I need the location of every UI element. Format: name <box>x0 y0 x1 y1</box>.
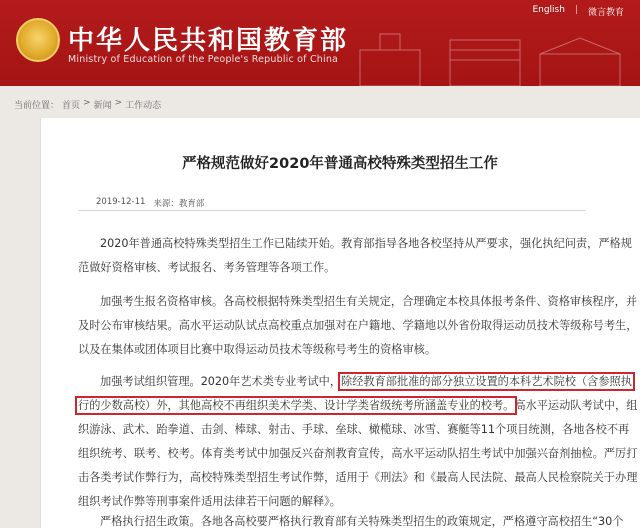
article-meta <box>96 197 204 209</box>
article-title: 严格规范做好2020年普通高校特殊类型招生工作 <box>182 156 498 172</box>
site-header <box>0 0 640 86</box>
paragraph-line: 范做好资格审核、考试报名、考务管理等各项工作。 <box>78 261 336 274</box>
paragraph-line: 严格执行招生政策。各地各高校要严格执行教育部有关特殊类型招生的政策规定，严格遵守高校招生“30个 <box>100 515 624 528</box>
link-separator: | <box>574 5 578 15</box>
breadcrumb-prefix: 当前位置： <box>14 101 60 111</box>
breadcrumb-separator: > <box>83 98 91 108</box>
article-source: 来源：教育部 <box>153 199 205 209</box>
paragraph-line <box>78 370 632 394</box>
breadcrumb-separator: > <box>114 98 123 108</box>
site-subtitle: Ministry of Education of the People's Republic of China <box>68 54 339 65</box>
paragraph-line: 以及在集体或团体项目比赛中取得运动员技术等级称号考生的资格审核。 <box>78 343 437 356</box>
highlighted-text: 行的少数高校）外，其他高校不再组织美术学类、设计学类省级统考所涵盖专业的校考。 <box>78 399 515 412</box>
article-paragraph-4 <box>78 510 624 528</box>
paragraph-line <box>78 394 638 418</box>
paragraph-line: 击各类考试作弊行为，高校特殊类型招生考试作弊，适用于《刑法》和《最高人民法院、最高人民检察院关于办理 <box>78 471 638 484</box>
breadcrumb-work-updates[interactable]: 工作动态 <box>125 101 162 111</box>
paragraph-line: 组织统考、联考、校考。体育类考试中加强反兴奋剂教育宣传，高水平运动队招生考试中加强兴奋剂抽检。严厉打 <box>78 447 638 460</box>
breadcrumb-news[interactable]: 新闻 <box>93 101 112 111</box>
article-date: 2019-12-11 <box>96 197 146 207</box>
paragraph-line: 组织考试作弊等刑事案件适用法律若干问题的解释》。 <box>78 495 341 508</box>
paragraph-text: 高水平运动队考试中，组 <box>514 399 638 412</box>
building-skyline-decoration <box>340 20 640 86</box>
article-paragraph-2 <box>78 290 638 362</box>
paragraph-line: 2020年普通高校特殊类型招生工作已陆续开始。教育部指导各地各校坚持从严要求，强化执纪问责，严格规 <box>100 237 632 250</box>
breadcrumb-home[interactable]: 首页 <box>62 101 81 111</box>
paragraph-text: 加强考试组织管理。2020年艺术类专业考试中， <box>100 375 342 388</box>
meta-divider <box>78 210 586 211</box>
paragraph-line: 加强考生报名资格审核。各高校根据特殊类型招生有关规定，合理确定本校具体报考条件、资格审核程序，并 <box>100 295 638 308</box>
site-title: 中华人民共和国教育部 <box>68 26 349 56</box>
paragraph-line: 织游泳、武术、跆拳道、击剑、棒球、射击、手球、垒球、橄榄球、冰雪、赛艇等11个项目统测，各地各校不再 <box>78 423 630 436</box>
paragraph-line: 及时公布审核结果。高水平运动队试点高校重点加强对在户籍地、学籍地以外省份取得运动员技术等级称号考生， <box>78 319 638 332</box>
article-paragraph-1 <box>78 232 632 280</box>
highlighted-text: 除经教育部批准的部分独立设置的本科艺术院校（含参照执 <box>341 375 632 388</box>
english-link[interactable]: English <box>532 5 565 15</box>
weiyan-education-link[interactable]: 微言教育 <box>587 8 624 18</box>
breadcrumb <box>14 98 161 111</box>
article-paragraph-3 <box>78 370 638 514</box>
top-links <box>532 5 624 18</box>
national-emblem-icon <box>16 18 60 62</box>
